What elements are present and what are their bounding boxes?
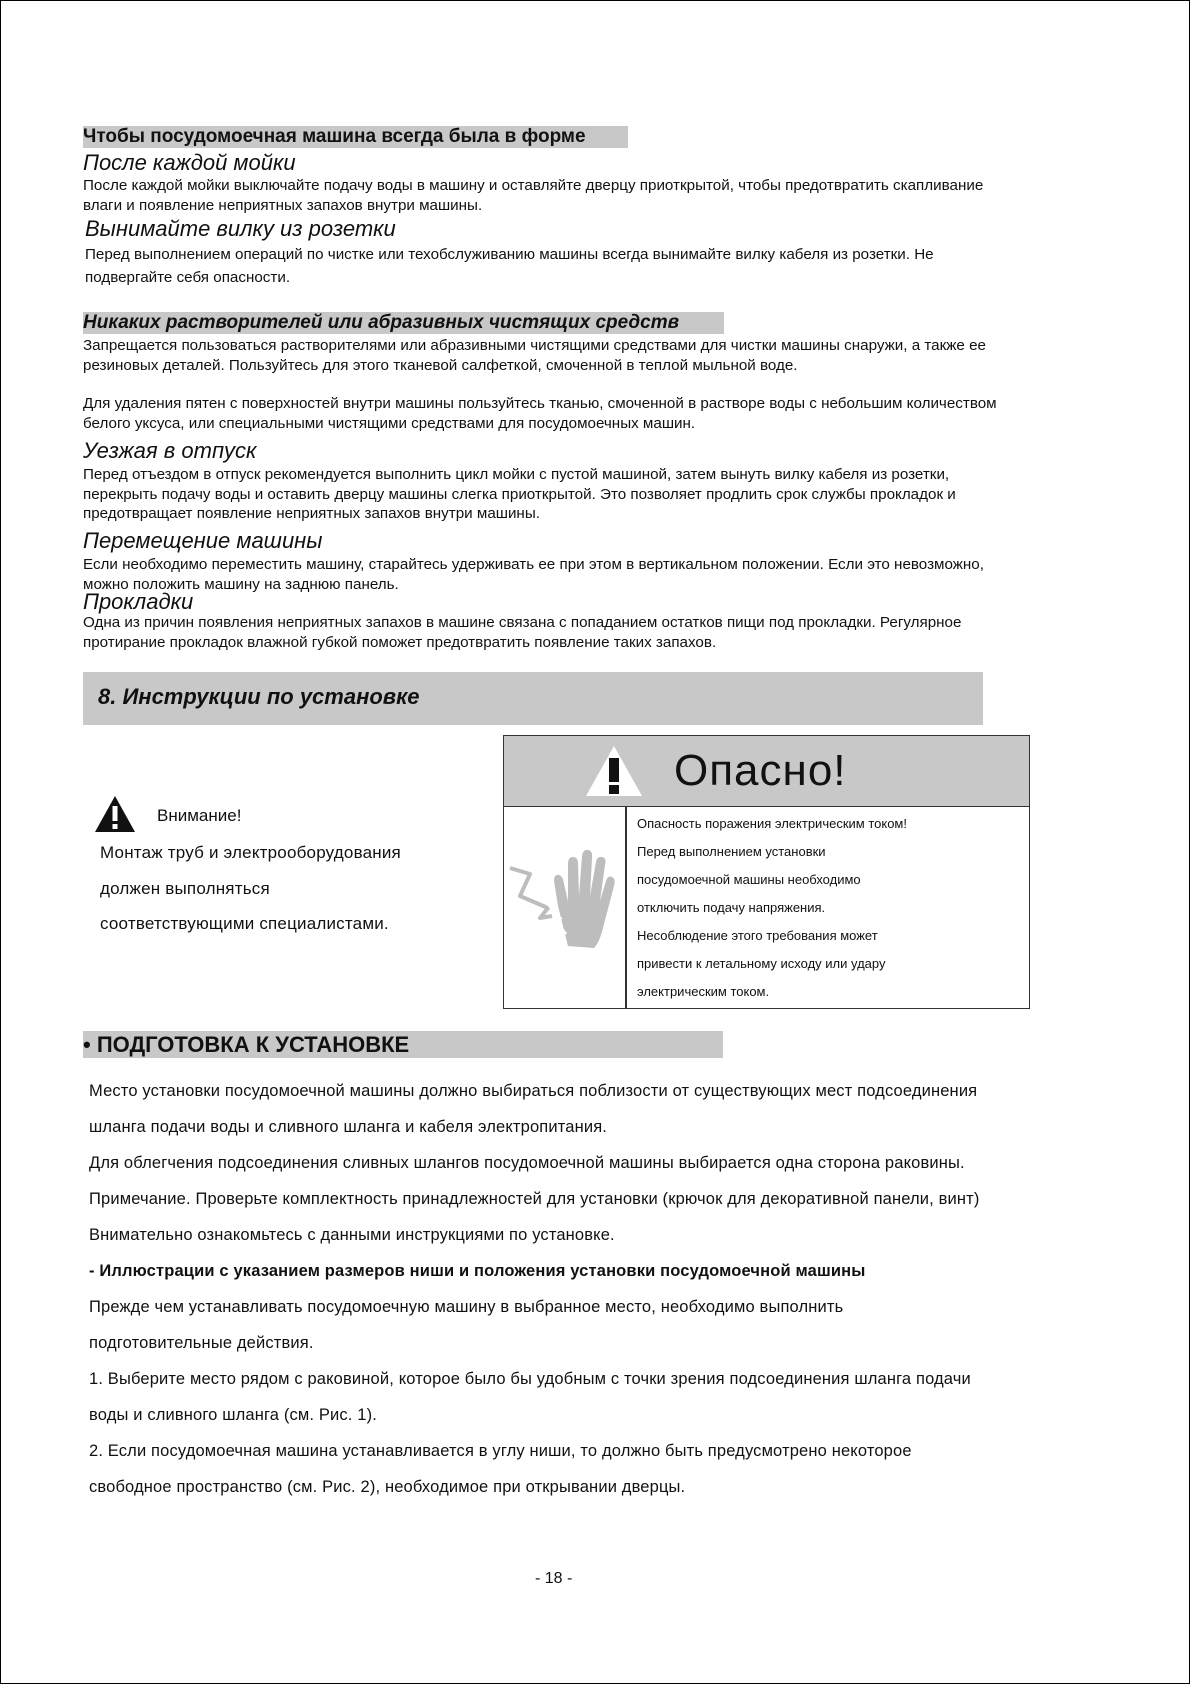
electric-shock-hand-icon (508, 846, 623, 956)
vacation-text: Перед отъездом в отпуск рекомендуется выполнить цикл мойки с пустой машиной, затем вынуть вилку кабеля из розетки, перекрыть подачу воды и оставить дверцу машины слегка приоткрытой. Это позволяет продлить срок службы прокладок и предотвращает появление неприятных запахов внутри машины. (83, 466, 956, 522)
danger-line: Перед выполнением установки (637, 844, 826, 859)
section-title-band (83, 672, 983, 725)
danger-box (503, 735, 1030, 1009)
section-title: 8. Инструкции по установке (98, 684, 420, 709)
warning-icon (94, 795, 136, 833)
danger-line: электрическим током. (637, 984, 770, 999)
danger-line: посудомоечной машины необходимо (637, 872, 861, 887)
prep-line: 1. Выберите место рядом с раковиной, которое было бы удобным с точки зрения подсоединения шланга подачи (89, 1370, 971, 1388)
seals-text: Одна из причин появления неприятных запахов в машине связана с попаданием остатков пищи под прокладки. Регулярное протирание прокладок влажной губкой поможет предотвратить появление таких запахов. (83, 614, 962, 651)
seals-heading: Прокладки (83, 589, 194, 614)
attention-line: Монтаж труб и электрооборудования (100, 843, 401, 862)
unplug-heading: Вынимайте вилку из розетки (85, 216, 396, 241)
solvents-title: Никаких растворителей или абразивных чистящих средств (83, 312, 724, 334)
moving-heading: Перемещение машины (83, 528, 323, 553)
prep-line: Примечание. Проверьте комплектность принадлежностей для установки (крючок для декоративной панели, винт) (89, 1190, 980, 1208)
solvents-text-1: Запрещается пользоваться растворителями или абразивными чистящими средствами для чистки машины снаружи, а также ее резиновых деталей. Пользуйтесь для этого тканевой салфеткой, смоченной в теплой мыльной воде. (83, 337, 986, 374)
prep-title: • ПОДГОТОВКА К УСТАНОВКЕ (83, 1031, 723, 1058)
after-wash-heading: После каждой мойки (83, 150, 296, 175)
care-title: Чтобы посудомоечная машина всегда была в форме (83, 126, 628, 148)
danger-divider (625, 807, 627, 1008)
prep-line: Место установки посудомоечной машины должно выбираться поблизости от существующих мест подсоединения (89, 1082, 978, 1100)
unplug-text: Перед выполнением операций по чистке или техобслуживанию машины всегда вынимайте вилку кабеля из розетки. Не подвергайте себя опасности. (85, 246, 934, 286)
prep-line: шланга подачи воды и сливного шланга и кабеля электропитания. (89, 1118, 608, 1136)
moving-text: Если необходимо переместить машину, старайтесь удерживать ее при этом в вертикальном положении. Если это невозможно, можно положить машину на заднюю панель. (83, 556, 984, 593)
danger-line: привести к летальному исходу или удару (637, 956, 886, 971)
prep-line: Внимательно ознакомьтесь с данными инструкциями по установке. (89, 1226, 615, 1244)
prep-line: подготовительные действия. (89, 1334, 314, 1352)
attention-title: Внимание! (157, 806, 242, 825)
prep-line: воды и сливного шланга (см. Рис. 1). (89, 1406, 377, 1424)
after-wash-text: После каждой мойки выключайте подачу воды в машину и оставляйте дверцу приоткрытой, чтобы предотвратить скапливание влаги и появление неприятных запахов внутри машины. (83, 177, 984, 214)
attention-line: соответствующими специалистами. (100, 914, 389, 933)
danger-line: отключить подачу напряжения. (637, 900, 826, 915)
danger-line: Несоблюдение этого требования может (637, 928, 878, 943)
prep-line: свободное пространство (см. Рис. 2), необходимое при открывании дверцы. (89, 1478, 686, 1496)
prep-line: Для облегчения подсоединения сливных шлангов посудомоечной машины выбирается одна сторона раковины. (89, 1154, 965, 1172)
danger-triangle-icon (584, 744, 644, 798)
prep-line: Прежде чем устанавливать посудомоечную машину в выбранное место, необходимо выполнить (89, 1298, 844, 1316)
danger-header (504, 736, 1029, 807)
prep-line: 2. Если посудомоечная машина устанавливается в углу ниши, то должно быть предусмотрено некоторое (89, 1442, 912, 1460)
prep-line-bold: - Иллюстрации с указанием размеров ниши и положения установки посудомоечной машины (89, 1262, 866, 1280)
vacation-heading: Уезжая в отпуск (83, 438, 257, 463)
attention-line: должен выполняться (100, 879, 270, 898)
page-number: - 18 - (535, 1570, 573, 1587)
danger-title: Опасно! (674, 746, 847, 795)
danger-line: Опасность поражения электрическим током! (637, 816, 907, 831)
solvents-text-2: Для удаления пятен с поверхностей внутри машины пользуйтесь тканью, смоченной в растворе воды с небольшим количеством белого уксуса, или специальными чистящими средствами для посудомоечных машин. (83, 395, 997, 432)
